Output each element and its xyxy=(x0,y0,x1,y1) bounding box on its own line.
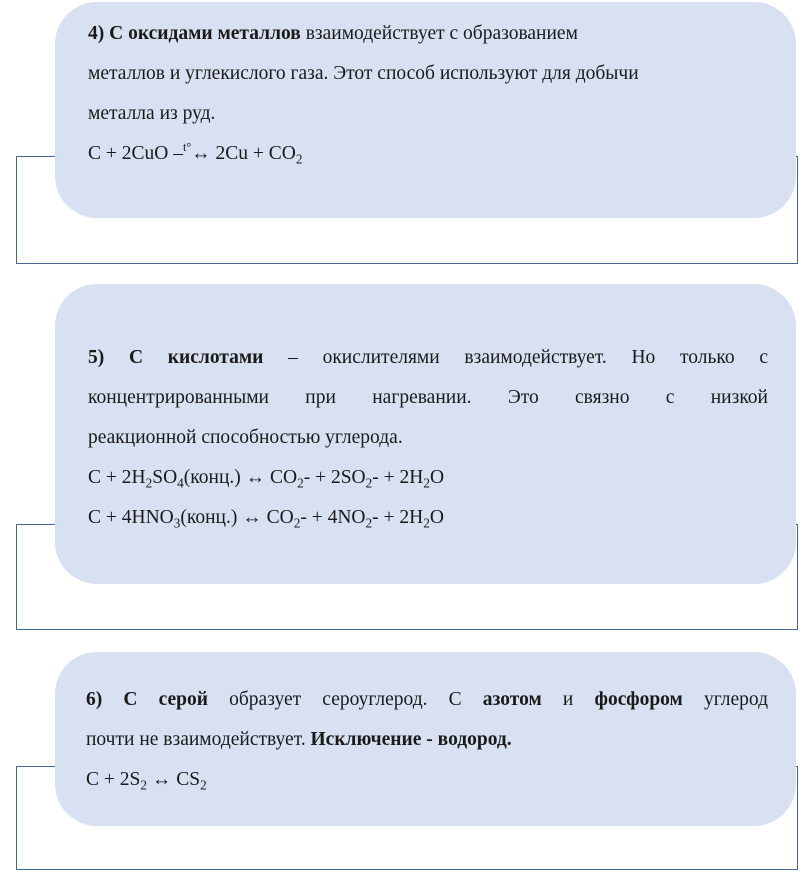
block-5-equation-2: $C + 4HNO_3(конц.)$ ↔ $CO_2- + 4NO_2- + 2H_2O$ xyxy=(88,507,444,531)
block-6-line-1: 6) С серой образует сероуглерод. С азотом и фосфором углерод xyxy=(86,689,768,710)
block-5-line-1: 5) С кислотами – окислителями взаимодействует. Но только с xyxy=(88,347,768,368)
block-4-card xyxy=(55,2,796,218)
block-6-equation: $C + 2S_2$ ↔ $CS_2$ xyxy=(86,769,207,793)
block-6-line-2: почти не взаимодействует. Исключение - водород. xyxy=(86,729,512,750)
block-4-equation: C + 2CuO –$^{t^\circ}$↔ $2Cu + CO_2$ xyxy=(88,140,303,167)
block-5-line-2: концентрированными при нагревании. Это связно с низкой xyxy=(88,387,768,408)
block-4-text xyxy=(88,14,778,174)
block-5-text xyxy=(88,338,768,538)
block-4-line-2: металлов и углекислого газа. Этот способ используют для добычи xyxy=(88,63,639,84)
block-5-heading: 5) С кислотами xyxy=(88,347,264,368)
block-5-line-3: реакционной способностью углерода. xyxy=(88,427,403,448)
block-6-heading: 6) С серой xyxy=(86,689,208,710)
block-6-card xyxy=(55,652,796,826)
block-4-heading: 4) С оксидами металлов xyxy=(88,23,301,44)
block-5-equation-1: $C + 2H_2SO_4(конц.)$ ↔ $CO_2- + 2SO_2- + 2H_2O$ xyxy=(88,467,445,491)
block-4-line-3: металла из руд. xyxy=(88,103,216,124)
block-5-card xyxy=(55,284,796,584)
block-4-line-1: 4) С оксидами металлов взаимодействует с образованием xyxy=(88,23,578,44)
block-6-text xyxy=(86,680,768,800)
